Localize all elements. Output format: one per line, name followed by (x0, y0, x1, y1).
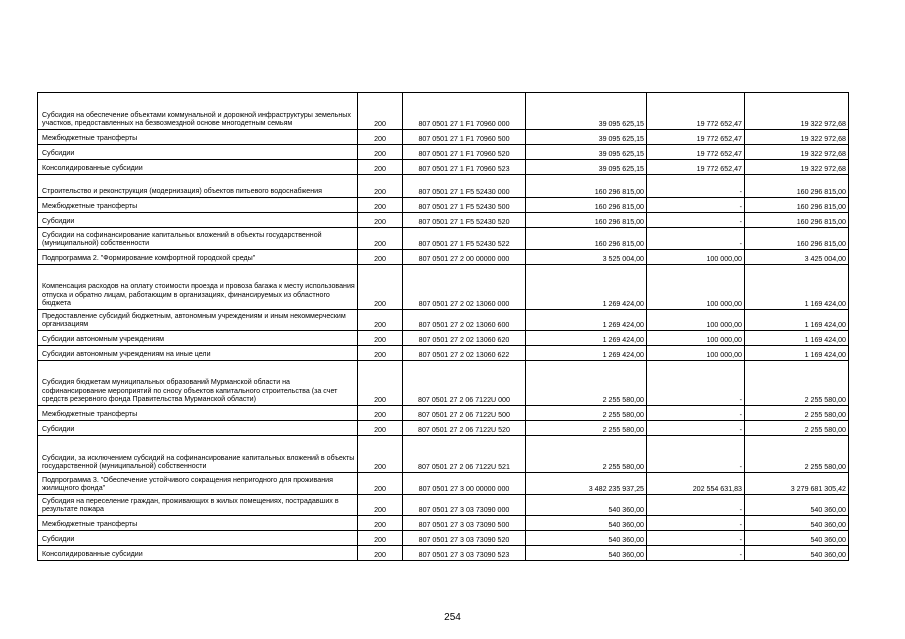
plan-amount-cell: 540 360,00 (526, 546, 647, 561)
table-row (38, 531, 849, 546)
kbk-cell: 807 0501 27 2 02 13060 622 (403, 346, 526, 361)
budget-table-body (38, 93, 849, 561)
code-cell: 200 (358, 265, 403, 310)
plan-amount-cell: 2 255 580,00 (526, 406, 647, 421)
budget-table (37, 92, 849, 561)
executed-amount-cell: - (647, 198, 745, 213)
executed-amount-cell: - (647, 213, 745, 228)
code-cell: 200 (358, 516, 403, 531)
plan-amount-cell: 160 296 815,00 (526, 198, 647, 213)
executed-amount-cell: - (647, 546, 745, 561)
plan-amount-cell: 540 360,00 (526, 531, 647, 546)
code-cell: 200 (358, 436, 403, 473)
code-cell: 200 (358, 495, 403, 516)
table-row (38, 406, 849, 421)
kbk-cell: 807 0501 27 1 F1 70960 500 (403, 130, 526, 145)
remaining-amount-cell: 2 255 580,00 (745, 436, 849, 473)
kbk-cell: 807 0501 27 1 F5 52430 522 (403, 228, 526, 250)
name-cell: Компенсация расходов на оплату стоимости проезда и провоза багажа к месту использования отпуска и обратно лицам, работающим в организациях, финансируемых из областного бюджета (38, 265, 358, 310)
remaining-amount-cell: 540 360,00 (745, 495, 849, 516)
plan-amount-cell: 1 269 424,00 (526, 346, 647, 361)
plan-amount-cell: 1 269 424,00 (526, 331, 647, 346)
table-row (38, 495, 849, 516)
code-cell: 200 (358, 175, 403, 198)
kbk-cell: 807 0501 27 2 06 7122U 000 (403, 361, 526, 406)
remaining-amount-cell: 1 169 424,00 (745, 310, 849, 331)
executed-amount-cell: 100 000,00 (647, 265, 745, 310)
executed-amount-cell: 100 000,00 (647, 310, 745, 331)
executed-amount-cell: - (647, 436, 745, 473)
name-cell: Субсидии на софинансирование капитальных вложений в объекты государственной (муниципальной) собственности (38, 228, 358, 250)
plan-amount-cell: 2 255 580,00 (526, 436, 647, 473)
plan-amount-cell: 1 269 424,00 (526, 265, 647, 310)
kbk-cell: 807 0501 27 3 03 73090 000 (403, 495, 526, 516)
remaining-amount-cell: 3 279 681 305,42 (745, 473, 849, 495)
plan-amount-cell: 160 296 815,00 (526, 213, 647, 228)
kbk-cell: 807 0501 27 1 F1 70960 000 (403, 93, 526, 130)
code-cell: 200 (358, 346, 403, 361)
plan-amount-cell: 540 360,00 (526, 495, 647, 516)
plan-amount-cell: 160 296 815,00 (526, 228, 647, 250)
kbk-cell: 807 0501 27 3 03 73090 520 (403, 531, 526, 546)
executed-amount-cell: - (647, 228, 745, 250)
name-cell: Консолидированные субсидии (38, 160, 358, 175)
name-cell: Субсидии (38, 145, 358, 160)
kbk-cell: 807 0501 27 3 03 73090 500 (403, 516, 526, 531)
kbk-cell: 807 0501 27 3 03 73090 523 (403, 546, 526, 561)
name-cell: Межбюджетные трансферты (38, 406, 358, 421)
remaining-amount-cell: 2 255 580,00 (745, 406, 849, 421)
name-cell: Строительство и реконструкция (модернизация) объектов питьевого водоснабжения (38, 175, 358, 198)
remaining-amount-cell: 19 322 972,68 (745, 145, 849, 160)
executed-amount-cell: 19 772 652,47 (647, 145, 745, 160)
executed-amount-cell: 100 000,00 (647, 250, 745, 265)
code-cell: 200 (358, 213, 403, 228)
name-cell: Подпрограмма 2. "Формирование комфортной городской среды" (38, 250, 358, 265)
plan-amount-cell: 3 525 004,00 (526, 250, 647, 265)
name-cell: Субсидия на переселение граждан, проживающих в жилых помещениях, пострадавших в результате пожара (38, 495, 358, 516)
plan-amount-cell: 2 255 580,00 (526, 361, 647, 406)
table-row (38, 198, 849, 213)
name-cell: Межбюджетные трансферты (38, 516, 358, 531)
remaining-amount-cell: 1 169 424,00 (745, 346, 849, 361)
remaining-amount-cell: 160 296 815,00 (745, 213, 849, 228)
remaining-amount-cell: 160 296 815,00 (745, 175, 849, 198)
remaining-amount-cell: 3 425 004,00 (745, 250, 849, 265)
code-cell: 200 (358, 531, 403, 546)
kbk-cell: 807 0501 27 2 00 00000 000 (403, 250, 526, 265)
code-cell: 200 (358, 361, 403, 406)
name-cell: Субсидия на обеспечение объектами коммунальной и дорожной инфраструктуры земельных участков, предоставленных на безвозмездной основе многодетным семьям (38, 93, 358, 130)
plan-amount-cell: 39 095 625,15 (526, 145, 647, 160)
executed-amount-cell: - (647, 531, 745, 546)
name-cell: Субсидии (38, 531, 358, 546)
table-row (38, 473, 849, 495)
remaining-amount-cell: 540 360,00 (745, 516, 849, 531)
remaining-amount-cell: 2 255 580,00 (745, 361, 849, 406)
remaining-amount-cell: 19 322 972,68 (745, 130, 849, 145)
table-row (38, 516, 849, 531)
kbk-cell: 807 0501 27 2 06 7122U 521 (403, 436, 526, 473)
remaining-amount-cell: 540 360,00 (745, 546, 849, 561)
remaining-amount-cell: 160 296 815,00 (745, 228, 849, 250)
code-cell: 200 (358, 421, 403, 436)
code-cell: 200 (358, 473, 403, 495)
remaining-amount-cell: 1 169 424,00 (745, 265, 849, 310)
table-row (38, 546, 849, 561)
table-row (38, 250, 849, 265)
remaining-amount-cell: 19 322 972,68 (745, 93, 849, 130)
remaining-amount-cell: 160 296 815,00 (745, 198, 849, 213)
table-row (38, 361, 849, 406)
executed-amount-cell: 19 772 652,47 (647, 130, 745, 145)
kbk-cell: 807 0501 27 1 F1 70960 520 (403, 145, 526, 160)
executed-amount-cell: - (647, 175, 745, 198)
table-row (38, 421, 849, 436)
name-cell: Субсидии автономным учреждениям (38, 331, 358, 346)
executed-amount-cell: - (647, 361, 745, 406)
name-cell: Консолидированные субсидии (38, 546, 358, 561)
table-row (38, 93, 849, 130)
plan-amount-cell: 1 269 424,00 (526, 310, 647, 331)
name-cell: Субсидии, за исключением субсидий на софинансирование капитальных вложений в объекты государственной (муниципальной) собственности (38, 436, 358, 473)
code-cell: 200 (358, 198, 403, 213)
table-row (38, 346, 849, 361)
name-cell: Субсидии (38, 213, 358, 228)
code-cell: 200 (358, 250, 403, 265)
name-cell: Межбюджетные трансферты (38, 198, 358, 213)
page-number: 254 (444, 612, 461, 623)
code-cell: 200 (358, 93, 403, 130)
table-row (38, 310, 849, 331)
plan-amount-cell: 160 296 815,00 (526, 175, 647, 198)
table-row (38, 213, 849, 228)
name-cell: Подпрограмма 3. "Обеспечение устойчивого сокращения непригодного для проживания жилищного фонда" (38, 473, 358, 495)
plan-amount-cell: 39 095 625,15 (526, 93, 647, 130)
kbk-cell: 807 0501 27 2 06 7122U 520 (403, 421, 526, 436)
table-row (38, 436, 849, 473)
name-cell: Субсидии (38, 421, 358, 436)
kbk-cell: 807 0501 27 1 F5 52430 520 (403, 213, 526, 228)
name-cell: Предоставление субсидий бюджетным, автономным учреждениям и иным некоммерческим организациям (38, 310, 358, 331)
table-row (38, 228, 849, 250)
executed-amount-cell: - (647, 406, 745, 421)
executed-amount-cell: 202 554 631,83 (647, 473, 745, 495)
code-cell: 200 (358, 160, 403, 175)
kbk-cell: 807 0501 27 2 02 13060 000 (403, 265, 526, 310)
kbk-cell: 807 0501 27 2 02 13060 600 (403, 310, 526, 331)
table-row (38, 175, 849, 198)
table-row (38, 160, 849, 175)
code-cell: 200 (358, 546, 403, 561)
executed-amount-cell: 19 772 652,47 (647, 160, 745, 175)
remaining-amount-cell: 2 255 580,00 (745, 421, 849, 436)
executed-amount-cell: - (647, 516, 745, 531)
remaining-amount-cell: 540 360,00 (745, 531, 849, 546)
executed-amount-cell: - (647, 421, 745, 436)
code-cell: 200 (358, 310, 403, 331)
table-row (38, 331, 849, 346)
executed-amount-cell: 19 772 652,47 (647, 93, 745, 130)
table-row (38, 265, 849, 310)
remaining-amount-cell: 19 322 972,68 (745, 160, 849, 175)
code-cell: 200 (358, 130, 403, 145)
plan-amount-cell: 39 095 625,15 (526, 160, 647, 175)
kbk-cell: 807 0501 27 2 06 7122U 500 (403, 406, 526, 421)
code-cell: 200 (358, 406, 403, 421)
executed-amount-cell: 100 000,00 (647, 331, 745, 346)
executed-amount-cell: 100 000,00 (647, 346, 745, 361)
name-cell: Субсидии автономным учреждениям на иные цели (38, 346, 358, 361)
code-cell: 200 (358, 228, 403, 250)
executed-amount-cell: - (647, 495, 745, 516)
kbk-cell: 807 0501 27 1 F5 52430 500 (403, 198, 526, 213)
name-cell: Межбюджетные трансферты (38, 130, 358, 145)
kbk-cell: 807 0501 27 1 F1 70960 523 (403, 160, 526, 175)
remaining-amount-cell: 1 169 424,00 (745, 331, 849, 346)
plan-amount-cell: 39 095 625,15 (526, 130, 647, 145)
code-cell: 200 (358, 331, 403, 346)
name-cell: Субсидия бюджетам муниципальных образований Мурманской области на софинансирование мероприятий по сносу объектов капитального строительства (за счет средств резервного фонда Правительства Мурманской области) (38, 361, 358, 406)
table-row (38, 130, 849, 145)
plan-amount-cell: 3 482 235 937,25 (526, 473, 647, 495)
kbk-cell: 807 0501 27 1 F5 52430 000 (403, 175, 526, 198)
kbk-cell: 807 0501 27 2 02 13060 620 (403, 331, 526, 346)
kbk-cell: 807 0501 27 3 00 00000 000 (403, 473, 526, 495)
plan-amount-cell: 540 360,00 (526, 516, 647, 531)
plan-amount-cell: 2 255 580,00 (526, 421, 647, 436)
code-cell: 200 (358, 145, 403, 160)
table-row (38, 145, 849, 160)
